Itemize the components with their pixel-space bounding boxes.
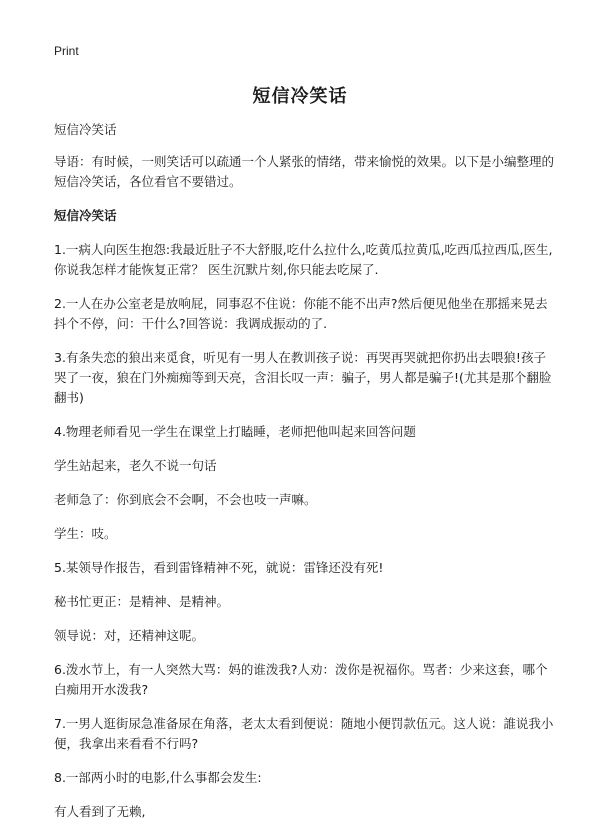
intro-paragraph: 导语：有时候，一则笑话可以疏通一个人紧张的情绪，带来愉悦的效果。以下是小编整理的短信冷笑话，各位看官不要错过。 bbox=[54, 154, 555, 189]
joke-paragraph: 1.一病人向医生抱怨:我最近肚子不大舒服,吃什么拉什么,吃黄瓜拉黄瓜,吃西瓜拉西瓜,医生,你说我怎样才能恢复正常？ 医生沉默片刻,你只能去吃屎了. bbox=[54, 242, 553, 277]
joke-paragraph: 3.有条失恋的狼出来觅食，听见有一男人在教训孩子说：再哭再哭就把你扔出去喂狼!孩子哭了一夜，狼在门外痴痴等到天亮，含泪长叹一声：骗子，男人都是骗子!(尤其是那个翻脸翻书) bbox=[54, 350, 552, 405]
joke-paragraph: 7.一男人逛街尿急准备尿在角落，老太太看到便说：随地小便罚款伍元。这人说：誰说我小便，我拿出来看看不行吗? bbox=[54, 716, 554, 751]
joke-paragraph: 有人看到了无赖, bbox=[54, 804, 146, 819]
joke-paragraph: 2.一人在办公室老是放响屁，同事忍不住说：你能不能不出声?然后便见他坐在那摇来晃去抖个不停，问：干什么?回答说：我调成振动的了. bbox=[54, 296, 548, 331]
page-title: 短信冷笑话 bbox=[252, 86, 348, 107]
article-body bbox=[54, 120, 554, 836]
print-link[interactable]: Print bbox=[54, 44, 79, 58]
joke-paragraph: 学生站起来，老久不说一句话 bbox=[54, 458, 217, 473]
joke-paragraph: 5.某领导作报告，看到雷锋精神不死，就说：雷锋还没有死! bbox=[54, 560, 384, 575]
joke-paragraph: 秘书忙更正：是精神、是精神。 bbox=[54, 594, 230, 609]
joke-paragraph: 6.泼水节上，有一人突然大骂：妈的谁泼我?人劝：泼你是祝福你。骂者：少来这套，哪个白痴用开水泼我? bbox=[54, 662, 548, 697]
section-heading: 短信冷笑话 bbox=[54, 208, 117, 223]
joke-paragraph: 4.物理老师看见一学生在课堂上打瞌睡，老师把他叫起来回答问题 bbox=[54, 424, 416, 439]
joke-paragraph: 8.一部两小时的电影,什么事都会发生: bbox=[54, 770, 262, 785]
joke-paragraph: 老师急了：你到底会不会啊，不会也吱一声嘛。 bbox=[54, 492, 317, 507]
joke-paragraph: 领导说：对，还精神这呢。 bbox=[54, 628, 205, 643]
joke-paragraph: 学生：吱。 bbox=[54, 526, 117, 541]
article-subheading: 短信冷笑话 bbox=[54, 122, 117, 137]
